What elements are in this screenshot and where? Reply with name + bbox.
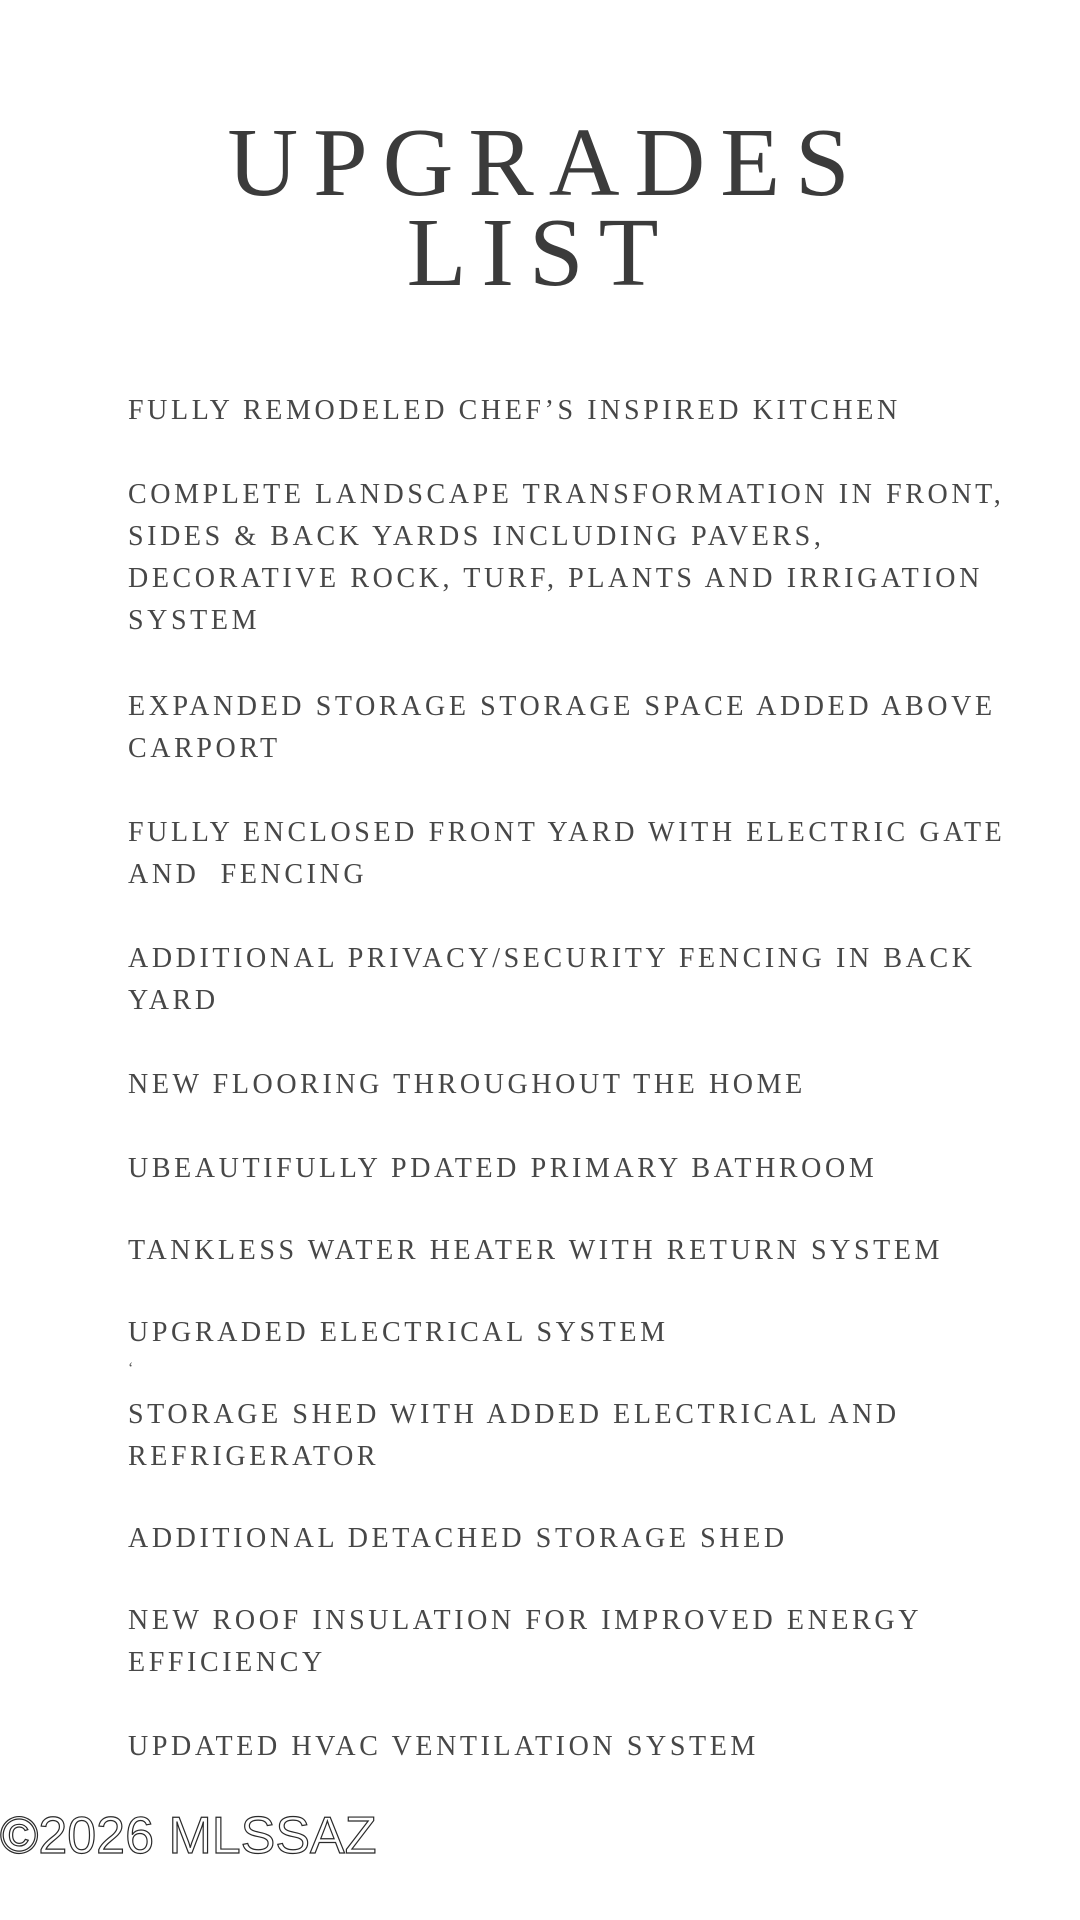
list-item: COMPLETE LANDSCAPE TRANSFORMATION IN FRONT, SIDES & BACK YARDS INCLUDING PAVERS, DECORATIVE ROCK, TURF, PLANTS AND IRRIGATION SYSTEM: [128, 479, 1005, 636]
list-item: FULLY REMODELED CHEF’S INSPIRED KITCHEN: [128, 395, 901, 426]
list-item: STORAGE SHED WITH ADDED ELECTRICAL AND REFRIGERATOR: [128, 1399, 900, 1472]
title-line-1: UPGRADES: [227, 109, 865, 217]
list-item: FULLY ENCLOSED FRONT YARD WITH ELECTRIC GATE AND FENCING: [128, 817, 1006, 890]
list-item: UBEAUTIFULLY PDATED PRIMARY BATHROOM: [128, 1153, 878, 1184]
page-title: [0, 109, 1080, 307]
list-item: ADDITIONAL DETACHED STORAGE SHED: [128, 1523, 788, 1554]
list-item: UPDATED HVAC VENTILATION SYSTEM: [128, 1731, 759, 1762]
list-item: TANKLESS WATER HEATER WITH RETURN SYSTEM: [128, 1235, 944, 1266]
list-item: EXPANDED STORAGE STORAGE SPACE ADDED ABOVE CARPORT: [128, 691, 996, 764]
title-line-2: LIST: [406, 199, 674, 307]
list-item: UPGRADED ELECTRICAL SYSTEM: [128, 1317, 669, 1348]
list-item: ADDITIONAL PRIVACY/SECURITY FENCING IN BACK YARD: [128, 943, 976, 1016]
stray-mark: ‘: [128, 1360, 134, 1377]
list-item: NEW ROOF INSULATION FOR IMPROVED ENERGY EFFICIENCY: [128, 1605, 923, 1678]
list-item: NEW FLOORING THROUGHOUT THE HOME: [128, 1069, 806, 1100]
copyright-watermark: ©2026 MLSSAZ: [0, 1807, 377, 1865]
